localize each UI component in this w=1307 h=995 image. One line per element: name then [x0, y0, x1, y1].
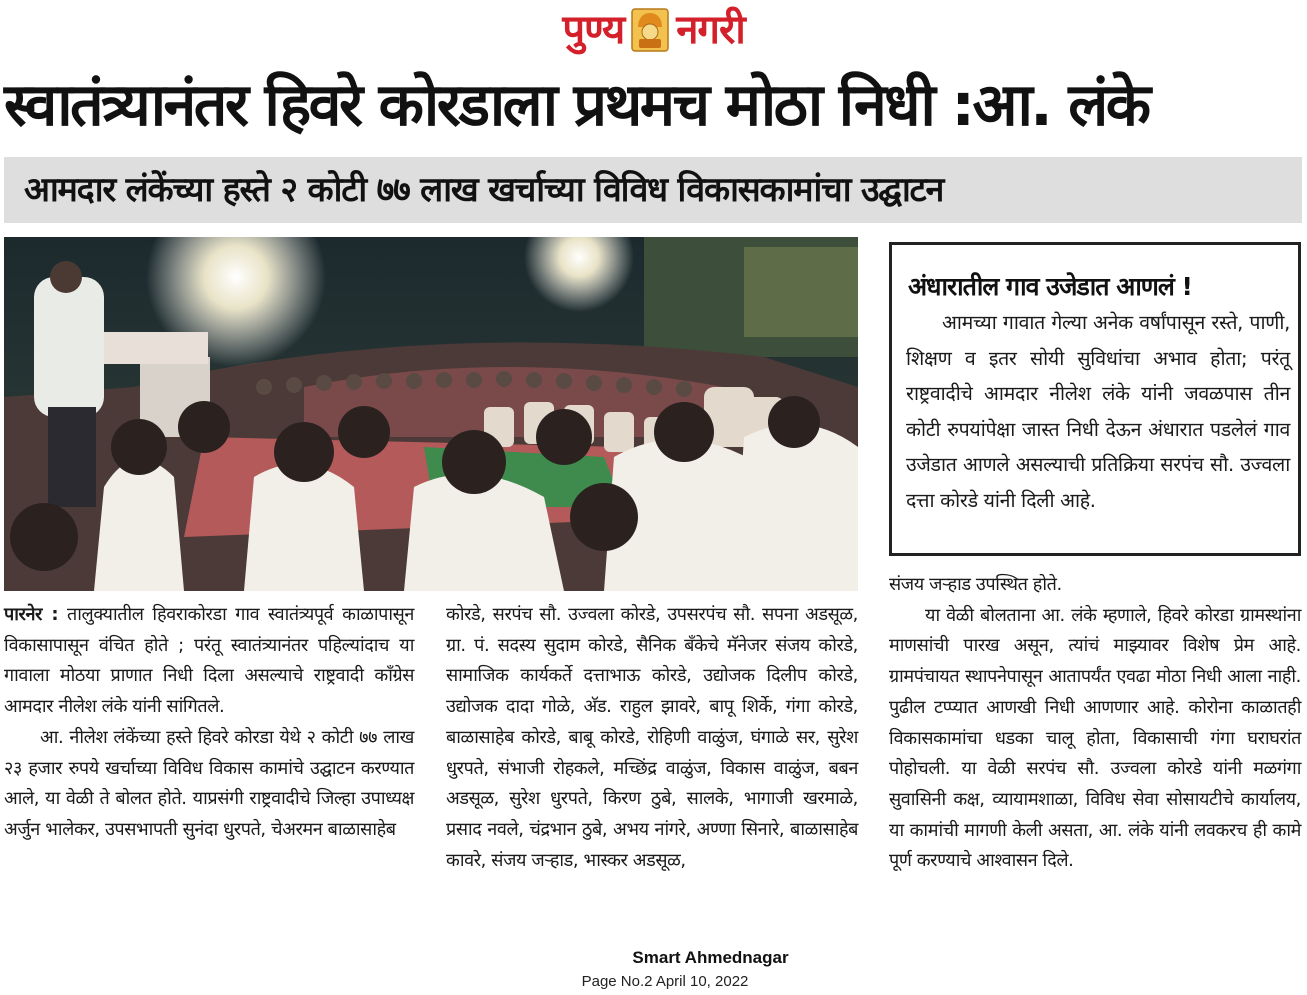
headline: स्वातंत्र्यानंतर हिवरे कोरडाला प्रथमच मोठा निधी :आ. लंके [4, 70, 1149, 139]
article-col1-para2: आ. नीलेश लंकेंच्या हस्ते हिवरे कोरडा येथे २ कोटी ७७ लाख २३ हजार रुपये खर्चाच्या विविध विकास कामांचे उद्घाटन करण्यात आले, या वेळी ते बोलत होते. याप्रसंगी राष्ट्रवादीचे जिल्हा उपाध्यक्ष अर्जुन भालेकर, उपसभापती सुनंदा धुरपते, चेअरमन बाळासाहेब [4, 726, 414, 840]
article-col3-para2: या वेळी बोलताना आ. लंके म्हणाले, हिवरे कोरडा ग्रामस्थांना माणसांची पारख असून, त्यांचं माझ्यावर विशेष प्रेम आहे. ग्रामपंचायत स्थापनेपासून आतापर्यंत एवढा मोठा निधी आला नाही. पुढील टप्प्यात आणखी निधी आणणार आहे. कोरोना काळातही विकासकामांचा धडका चालू होता, विकासाची गंगा घराघरांत पोहोचली. या वेळी सरपंच सौ. उज्वला कोरडे यांनी मळगंगा सुवासिनी कक्ष, व्यायामशाळा, विविध सेवा सोसायटीचे कार्यालय, या कामांची मागणी केली असता, आ. लंके यांनी लवकरच ही कामे पूर्ण करण्याचे आश्वासन दिले. [889, 604, 1301, 872]
footer-source: Smart Ahmednagar [632, 948, 789, 967]
article-column-3 [889, 570, 1301, 877]
subheadline: आमदार लंकेंच्या हस्ते २ कोटी ७७ लाख खर्चाच्या विविध विकासकामांचा उद्घाटन [24, 170, 944, 210]
sidebar-quote-text: आमच्या गावात गेल्या अनेक वर्षांपासून रस्ते, पाणी, शिक्षण व इतर सोयी सुविधांचा अभाव होता; परंतू राष्ट्रवादीचे आमदार नीलेश लंके यांनी जवळपास तीन कोटी रुपयांपेक्षा जास्त निधी देऊन अंधारात पडलेलं गाव उजेडात आणले असल्याची प्रतिक्रिया सरपंच सौ. उज्वला दत्ता कोरडे यांनी दिली आहे. [906, 311, 1290, 512]
article-col1-para1: तालुक्यातील हिवराकोरडा गाव स्वातंत्र्यपूर्व काळापासून विकासापासून वंचित होते ; परंतू स्वातंत्र्यानंतर पहिल्यांदाच या गावाला मोठया प्राणात निधी दिला असल्याचे राष्ट्रवादी काँग्रेस आमदार नीलेश लंके यांनी सांगितले. [4, 604, 414, 718]
article-dateline: पारनेर : [4, 604, 59, 625]
masthead-right-word: नगरी [676, 7, 745, 53]
masthead [0, 2, 1307, 58]
sidebar-quote-title: अंधारातील गाव उजेडात आणलं ! [908, 272, 1192, 301]
subheadline-band [4, 157, 1302, 223]
footer-page-date: Page No.2 April 10, 2022 [581, 973, 749, 990]
sidebar-quote-box [889, 242, 1301, 556]
article-column-1 [4, 600, 414, 846]
masthead-emblem-icon [630, 7, 670, 53]
article-column-2 [446, 600, 858, 876]
article-col3-para1: संजय जऱ्हाड उपस्थित होते. [889, 574, 1062, 595]
article-col2-text: कोरडे, सरपंच सौ. उज्वला कोरडे, उपसरपंच सौ. सपना अडसूळ, ग्रा. पं. सदस्य सुदाम कोरडे, सैनिक बँकेचे मॅनेजर संजय कोरडे, सामाजिक कार्यकर्ते दत्ताभाऊ कोरडे, उद्योजक दिलीप कोरडे, उद्योजक दादा गोळे, अ‍ॅड. राहुल झावरे, बापू शिर्के, गंगा कोरडे, बाळासाहेब कोरडे, बाबू कोरडे, रोहिणी वाळुंज, घंगाळे सर, सुरेश धुरपते, संभाजी रोहकले, मच्छिंद्र वाळुंज, विकास वाळुंज, बबन अडसूळ, सुरेश धुरपते, किरण ठुबे, सालके, भागाजी खरमाळे, प्रसाद नवले, चंद्रभान ठुबे, अभय नांगरे, अण्णा सिनारे, बाळासाहेब कावरे, संजय जऱ्हाड, भास्कर अडसूळ, [446, 604, 858, 871]
event-photo [4, 237, 858, 591]
masthead-left-word: पुण्य [562, 7, 625, 53]
